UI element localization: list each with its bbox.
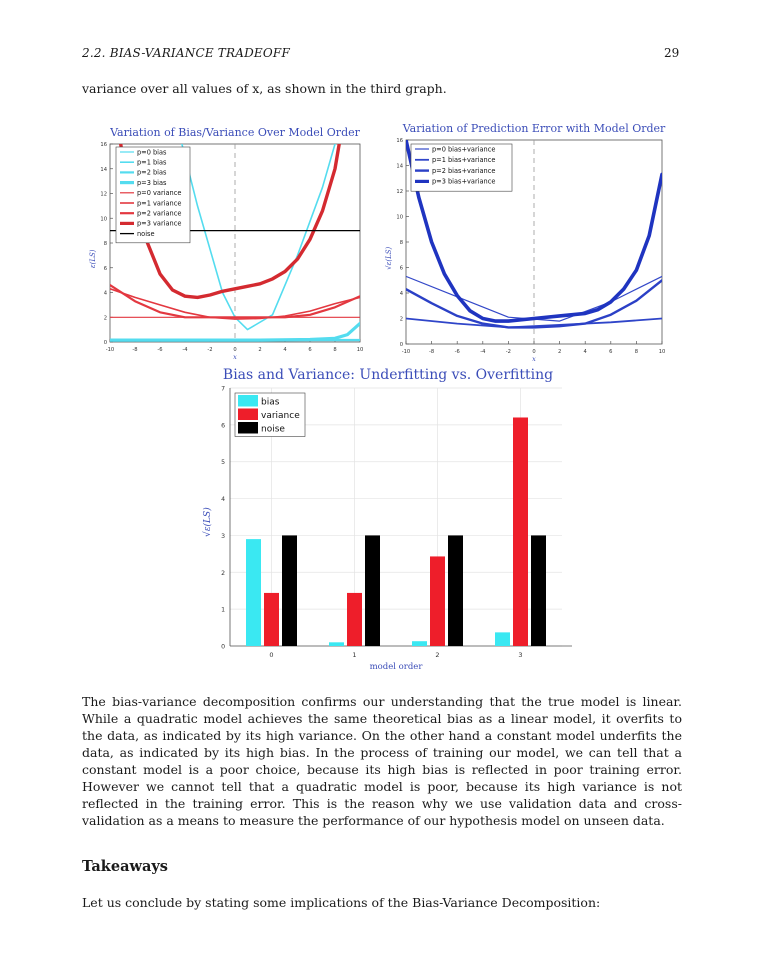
x-tick-label: 10 [658, 349, 666, 355]
y-tick-label: 12 [396, 189, 403, 195]
x-tick-label: -4 [182, 347, 188, 353]
legend-label: p=2 bias+variance [432, 166, 496, 175]
bar [430, 556, 445, 646]
chart-prediction-error [382, 116, 672, 366]
legend-label: p=0 bias+variance [432, 145, 496, 154]
x-tick-label: -4 [480, 349, 486, 355]
x-tick-label: 6 [609, 349, 613, 355]
figure-bias-variance-lines [84, 118, 374, 368]
bar [365, 535, 380, 646]
y-tick-label: 2 [221, 569, 225, 577]
x-tick-label: 10 [356, 347, 364, 353]
y-tick-label: 6 [221, 422, 225, 430]
y-tick-label: 16 [396, 138, 403, 144]
y-tick-label: 4 [103, 290, 107, 297]
bar [329, 642, 344, 646]
x-tick-label: 0 [532, 349, 536, 355]
legend-swatch [238, 409, 258, 421]
x-tick-label: 6 [308, 347, 312, 353]
figure-bias-variance-bars [194, 364, 574, 676]
x-tick-label: 1 [352, 651, 357, 659]
chart-underfitting-overfitting [194, 364, 574, 676]
figure-prediction-error-lines [382, 116, 672, 366]
intro-text: variance over all values of x, as shown in the third graph. [82, 81, 447, 96]
legend-label: p=2 bias [137, 168, 167, 177]
y-axis-label: √ε(LS) [385, 246, 393, 270]
bar [264, 593, 279, 646]
y-tick-label: 6 [103, 265, 107, 272]
x-tick-label: 2 [557, 349, 562, 355]
running-header: 2.2. BIAS-VARIANCE TRADEOFF [82, 46, 290, 60]
legend-label: p=3 bias [137, 178, 167, 187]
closing-text: Let us conclude by stating some implications of the Bias-Variance Decomposition: [82, 895, 601, 910]
chart-bias-variance-over-order [84, 118, 374, 368]
y-tick-label: 8 [399, 240, 403, 246]
bar [246, 539, 261, 646]
legend-label: p=0 variance [137, 189, 182, 198]
y-tick-label: 8 [103, 241, 107, 247]
y-tick-label: 0 [399, 342, 403, 348]
y-tick-label: 4 [399, 291, 403, 297]
x-tick-label: -2 [207, 347, 213, 353]
y-tick-label: 4 [221, 496, 225, 504]
x-axis-label: x [532, 355, 536, 363]
legend-label: p=2 variance [137, 209, 182, 218]
x-tick-label: -6 [157, 347, 163, 353]
legend-swatch [238, 395, 258, 407]
body-paragraph: The bias-variance decomposition confirms our understanding that the true model is linear. While a quadratic model achieves the same theoretical bias as a linear model, it overfits to the data, as indicated by its high variance. On the other hand a constant model underfits the data, as indicated by its high bias. In the process of training our model, we can tell that a constant model is a poor choice, because its high bias is reflected in poor training error. However we cannot tell that a quadratic model is poor, because its high variance is not reflected in the training error. This is the reason why we use validation data and cross-validation as a means to measure the performance of our hypothesis model on unseen data. [82, 694, 682, 828]
y-axis-label: √ε(LS) [203, 507, 213, 538]
y-tick-label: 12 [100, 191, 107, 198]
x-axis-label: model order [369, 662, 423, 672]
x-tick-label: 0 [269, 651, 274, 659]
x-axis-label: x [233, 353, 237, 361]
y-tick-label: 0 [103, 340, 107, 346]
chart-title: Variation of Bias/Variance Over Model Order [110, 126, 360, 139]
y-axis-label: ε(LS) [89, 249, 97, 269]
bar [513, 417, 528, 646]
legend-label: variance [261, 411, 300, 421]
x-tick-label: 2 [435, 651, 440, 659]
x-tick-label: -10 [105, 347, 115, 353]
y-tick-label: 6 [399, 265, 403, 272]
legend-label: p=1 variance [137, 199, 182, 208]
x-tick-label: -2 [505, 349, 511, 355]
x-tick-label: 3 [518, 651, 523, 659]
x-tick-label: 4 [283, 347, 287, 353]
y-tick-label: 2 [399, 316, 403, 323]
bar [282, 535, 297, 646]
y-tick-label: 10 [100, 216, 107, 223]
legend-label: noise [261, 424, 285, 435]
y-tick-label: 14 [100, 166, 107, 173]
legend-swatch [238, 422, 258, 434]
y-tick-label: 14 [396, 163, 403, 170]
x-tick-label: 4 [583, 349, 587, 355]
x-tick-label: -10 [401, 349, 411, 355]
x-tick-label: -8 [132, 347, 138, 353]
x-tick-label: 8 [634, 349, 639, 355]
chart-title: Variation of Prediction Error with Model Order [402, 122, 666, 135]
y-tick-label: 2 [103, 315, 107, 322]
bar [448, 535, 463, 646]
legend-label: p=3 bias+variance [432, 177, 496, 186]
x-tick-label: 2 [258, 347, 262, 353]
page-number: 29 [664, 46, 680, 60]
x-tick-label: -6 [454, 349, 460, 355]
y-tick-label: 0 [221, 643, 225, 651]
x-tick-label: -8 [429, 349, 435, 355]
legend-label: bias [261, 397, 280, 408]
legend-label: p=3 variance [137, 219, 182, 228]
chart-title: Bias and Variance: Underfitting vs. Overfitting [222, 367, 554, 383]
bar [495, 632, 510, 646]
legend-label: p=1 bias+variance [432, 156, 496, 165]
bar [347, 593, 362, 646]
y-tick-label: 5 [221, 459, 225, 467]
y-tick-label: 7 [221, 385, 225, 393]
legend-label: noise [137, 229, 155, 238]
legend-label: p=0 bias [137, 148, 167, 157]
y-tick-label: 16 [100, 142, 107, 148]
x-tick-label: 0 [233, 347, 237, 353]
bar [531, 535, 546, 646]
y-tick-label: 3 [221, 532, 225, 540]
y-tick-label: 10 [396, 214, 403, 221]
section-heading-takeaways: Takeaways [82, 858, 168, 875]
bar [412, 641, 427, 646]
y-tick-label: 1 [221, 606, 225, 614]
x-tick-label: 8 [333, 347, 337, 353]
legend-label: p=1 bias [137, 158, 167, 167]
